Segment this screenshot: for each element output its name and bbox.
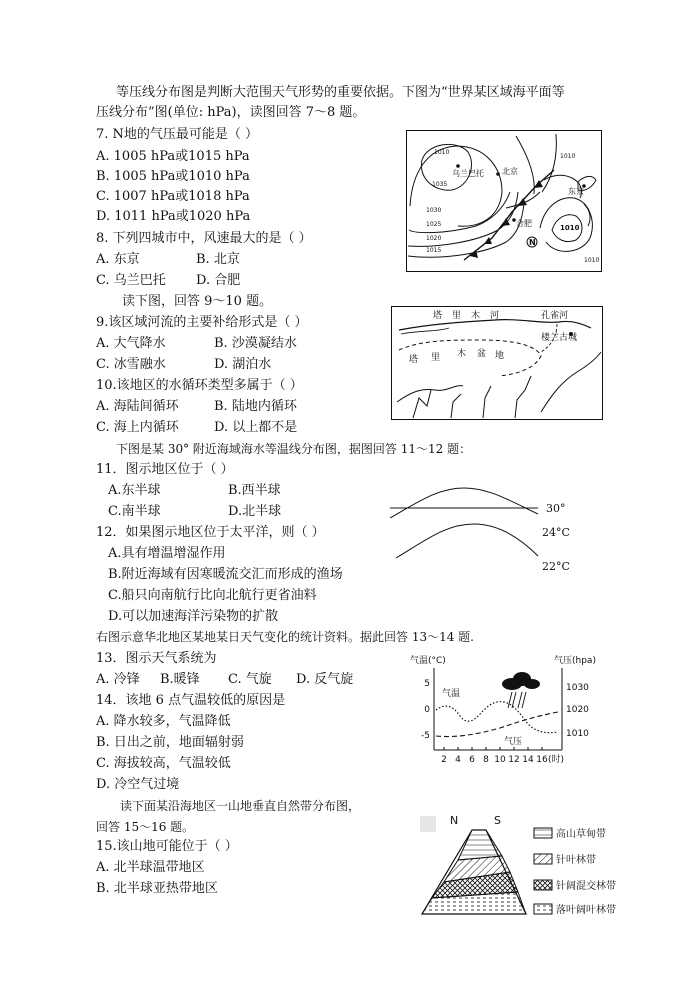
q13-option-b: B.暖锋 <box>160 672 200 687</box>
q13-option-c: C. 气旋 <box>228 672 272 687</box>
q9-option-a: A. 大气降水 <box>96 336 166 351</box>
y2-tick-1020: 1020 <box>566 705 589 715</box>
y1-axis-title: 气温(°C) <box>410 656 446 666</box>
q7-option-b: B. 1005 hPa或1010 hPa <box>96 169 250 184</box>
isobar-label-5: 1020 <box>426 235 442 242</box>
q14-option-a: A. 降水较多，气温降低 <box>96 714 231 729</box>
q10-option-c: C. 海上内循环 <box>96 420 179 435</box>
map2-label-ta: 塔 <box>409 355 419 365</box>
q10-option-b: B. 陆地内循环 <box>214 399 297 414</box>
legend-deciduous: 落叶阔叶林带 <box>556 905 616 916</box>
y2-tick-1030: 1030 <box>566 683 589 693</box>
question-12: 12．如果图示地区位于太平洋，则（ ） <box>96 525 325 540</box>
map2-label-tarim-river: 塔里木河 <box>433 311 510 321</box>
map1-label-n: N <box>529 238 536 247</box>
x-tick-14: 14 <box>522 755 534 765</box>
question-15: 15.该山地可能位于（ ） <box>96 839 238 854</box>
isobar-label-1: 1010 <box>434 149 450 156</box>
isobar-label-4: 1025 <box>426 221 442 228</box>
intro-line-2: 压线分布”图(单位: hPa)，读图回答 7～8 题。 <box>96 105 366 120</box>
x-tick-2: 2 <box>441 755 447 765</box>
intro-11-12: 下图是某 30° 附近海域海水等温线分布图，据图回答 11～12 题： <box>116 442 472 456</box>
y2-axis-title: 气压(hpa) <box>554 656 596 666</box>
intro-9-10: 读下图，回答 9～10 题。 <box>122 294 273 309</box>
x-tick-10: 10 <box>494 755 506 765</box>
x-tick-16: 16 <box>536 755 548 765</box>
q12-option-b: B.附近海域有因寒暖流交汇而形成的渔场 <box>108 567 343 582</box>
q11-option-b: B.西半球 <box>228 483 281 498</box>
legend-mixed-forest: 针阔混交林带 <box>556 881 616 892</box>
q7-option-c: C. 1007 hPa或1018 hPa <box>96 189 250 204</box>
q7-option-a: A. 1005 hPa或1015 hPa <box>96 149 250 164</box>
map1-label-hefei: 合肥 <box>516 219 532 228</box>
q15-option-a: A. 北半球温带地区 <box>96 860 205 875</box>
q11-option-d: D.北半球 <box>228 504 282 519</box>
q7-option-d: D. 1011 hPa或1020 hPa <box>96 209 251 224</box>
q12-option-c: C.船只向南航行比向北航行更省油料 <box>108 588 317 603</box>
map2-label-kongque-river: 孔雀河 <box>541 311 569 321</box>
intro-line-1: 等压线分布图是判断大范围天气形势的重要依据。下图为“世界某区域海平面等 <box>116 85 565 100</box>
question-7: 7. N地的气压最可能是（ ） <box>96 127 259 142</box>
map1-label-ulaanbaatar: 乌兰巴托 <box>452 169 484 178</box>
q12-option-d: D.可以加速海洋污染物的扩散 <box>108 609 279 624</box>
q9-option-c: C. 冰雪融水 <box>96 357 166 372</box>
y1-tick-0: 0 <box>424 705 430 715</box>
isobar-label-9: 1010 <box>584 257 600 264</box>
pressure-label: 气压 <box>504 737 523 747</box>
question-8: 8. 下列四城市中，风速最大的是（ ） <box>96 231 312 246</box>
temperature-label: 气温 <box>442 689 461 699</box>
pressure-line <box>436 712 558 737</box>
q10-option-a: A. 海陆间循环 <box>96 399 179 414</box>
y2-tick-1010: 1010 <box>566 729 589 739</box>
q12-option-a: A.具有增温增湿作用 <box>108 546 226 561</box>
isotherm-22: 22°C <box>542 560 570 573</box>
q14-option-b: B. 日出之前，地面辐射弱 <box>96 735 244 750</box>
question-9: 9.该区域河流的主要补给形式是（ ） <box>96 315 308 330</box>
q9-option-b: B. 沙漠凝结水 <box>214 336 297 351</box>
q9-option-d: D. 湖泊水 <box>214 357 272 372</box>
isobar-label-3: 1030 <box>426 207 442 214</box>
isobar-label-6: 1015 <box>426 247 442 254</box>
isotherm-24: 24°C <box>542 526 570 539</box>
question-14: 14．该地 6 点气温较低的原因是 <box>96 693 286 708</box>
latitude-label: 30° <box>546 502 566 515</box>
map1-label-beijing: 北京 <box>502 167 518 176</box>
q8-option-d: D. 合肥 <box>196 273 241 288</box>
q11-option-c: C.南半球 <box>108 504 161 519</box>
q15-option-b: B. 北半球亚热带地区 <box>96 881 218 896</box>
isobar-label-8: 1010 <box>560 153 576 160</box>
question-13: 13．图示天气系统为 <box>96 651 217 666</box>
q8-option-a: A. 东京 <box>96 252 140 267</box>
map2-label-li: 里 <box>431 353 441 363</box>
tarim-basin-map <box>391 306 603 420</box>
y1-tick-neg5: -5 <box>421 731 430 741</box>
question-10: 10.该地区的水循环类型多属于（ ） <box>96 378 303 393</box>
legend-coniferous: 针叶林带 <box>556 855 596 866</box>
x-tick-12: 12 <box>508 755 520 765</box>
q8-option-b: B. 北京 <box>196 252 240 267</box>
weather-chart <box>408 652 606 770</box>
x-tick-4: 4 <box>455 755 461 765</box>
isobar-label-2: 1035 <box>432 181 448 188</box>
q10-option-d: D. 以上都不是 <box>214 420 298 435</box>
isobar-label-7: 1010 <box>560 224 580 232</box>
temperature-line <box>436 702 558 733</box>
intro-15-16-line-2: 回答 15～16 题。 <box>96 820 195 834</box>
isotherm-figure <box>388 484 584 578</box>
map2-label-loulan: 楼兰古城 <box>541 333 578 343</box>
q14-option-d: D. 冷空气过境 <box>96 777 180 792</box>
intro-15-16-line-1: 读下面某沿海地区一山地垂直自然带分布图， <box>120 799 361 813</box>
slope-s-label: S <box>494 814 501 827</box>
intro-13-14: 右图示意华北地区某地某日天气变化的统计资料。据此回答 13～14 题. <box>96 630 474 644</box>
legend-alpine-meadow: 高山草甸带 <box>556 829 606 840</box>
q13-option-d: D. 反气旋 <box>296 672 354 687</box>
y1-tick-5: 5 <box>424 679 430 689</box>
x-tick-8: 8 <box>483 755 489 765</box>
q13-option-a: A. 冷锋 <box>96 672 140 687</box>
map2-label-di: 地 <box>495 351 505 361</box>
q8-option-c: C. 乌兰巴托 <box>96 273 166 288</box>
map2-label-pen: 盆 <box>477 349 487 359</box>
mountain-zonation-figure <box>410 808 618 920</box>
x-tick-6: 6 <box>469 755 475 765</box>
q14-option-c: C. 海拔较高，气温较低 <box>96 756 231 771</box>
question-11: 11．图示地区位于（ ） <box>96 462 234 477</box>
map1-label-tokyo: 东京 <box>568 187 584 196</box>
q11-option-a: A.东半球 <box>108 483 161 498</box>
x-unit: (时) <box>547 755 565 765</box>
map2-label-mu: 木 <box>457 349 467 359</box>
slope-n-label: N <box>450 814 459 827</box>
isobar-map <box>406 130 602 272</box>
